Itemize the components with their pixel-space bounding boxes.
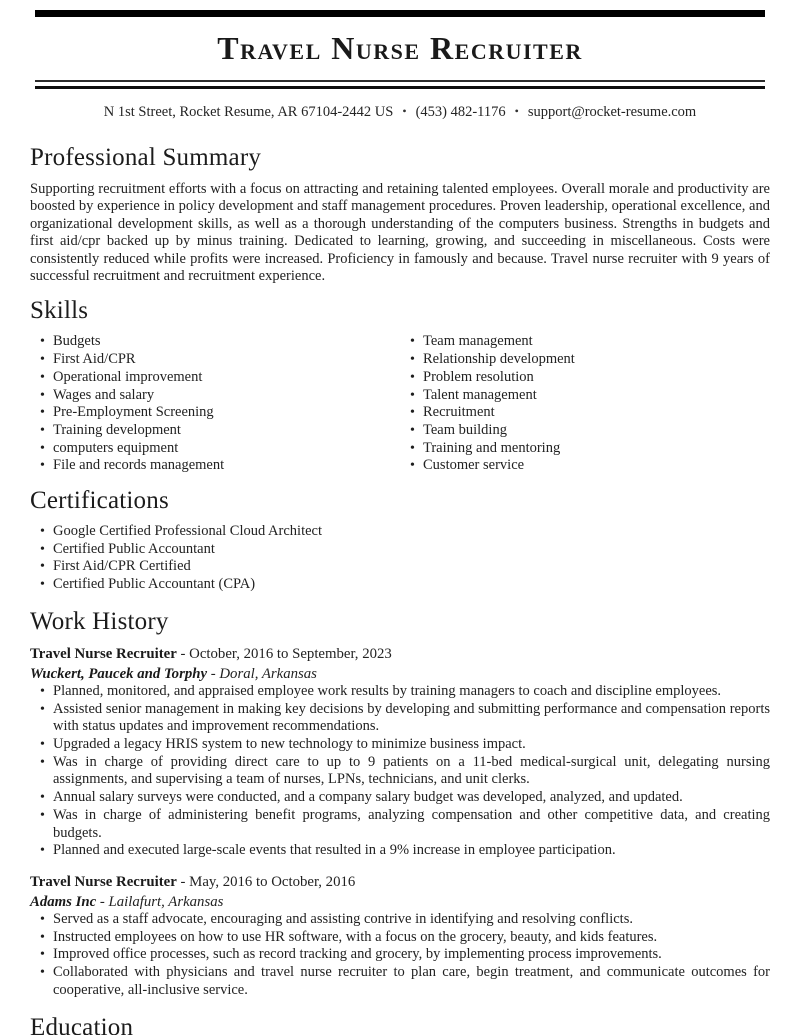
skill-item	[400, 387, 770, 405]
bullet-icon	[40, 964, 45, 982]
job-bullet-text: Served as a staff advocate, encouraging and assisting contrive in identifying and resolving conflicts.	[53, 910, 633, 927]
dash-separator: -	[176, 873, 190, 890]
bullet-icon	[410, 387, 415, 405]
bullet-icon	[40, 351, 45, 369]
skill-item	[30, 404, 400, 422]
job-bullet-item	[30, 911, 770, 929]
job-dates: October, 2016 to September, 2023	[189, 645, 392, 662]
bullet-icon	[410, 333, 415, 351]
skills-column-right	[400, 333, 770, 475]
skill-label: Pre-Employment Screening	[53, 404, 214, 421]
section-heading-certifications: Certifications	[30, 487, 169, 515]
bullet-icon	[40, 701, 45, 719]
skill-label: Recruitment	[423, 404, 495, 421]
job-company: Wuckert, Paucek and Torphy	[30, 665, 208, 682]
job-bullet-text: Planned and executed large-scale events that resulted in a 9% increase in employee participation.	[53, 842, 616, 859]
bullet-icon	[40, 576, 45, 594]
bullet-icon	[40, 929, 45, 947]
skill-item	[400, 457, 770, 475]
skill-label: computers equipment	[53, 439, 179, 456]
skill-item	[400, 369, 770, 387]
skill-item	[30, 457, 400, 475]
job-bullet-text: Was in charge of providing direct care to up to 9 patients on a 11-bed medical-surgical unit, delegating nursing assignments, and supervising a team of nurses, LPNs, technicians, and unit clerks.	[53, 753, 770, 788]
job-bullet-list	[30, 911, 770, 1000]
skill-item	[30, 351, 400, 369]
job-location: Lailafurt, Arkansas	[108, 893, 224, 910]
skill-label: File and records management	[53, 457, 225, 474]
certification-label: Certified Public Accountant	[53, 540, 215, 557]
job-bullet-item	[30, 946, 770, 964]
dash-separator: -	[176, 645, 190, 662]
job-company-line	[30, 893, 770, 911]
bullet-icon	[40, 683, 45, 701]
bullet-icon	[410, 422, 415, 440]
job-bullet-text: Upgraded a legacy HRIS system to new technology to minimize business impact.	[53, 735, 526, 752]
job-title: Travel Nurse Recruiter	[30, 873, 177, 890]
skills-list-left	[30, 333, 400, 475]
job-bullet-item	[30, 842, 770, 860]
bullet-icon	[40, 946, 45, 964]
job-bullet-text: Improved office processes, such as record tracking and grocery, by implementing process improvements.	[53, 946, 662, 963]
skill-item	[30, 440, 400, 458]
certification-item	[30, 576, 770, 594]
certifications-list	[30, 523, 770, 594]
skills-column-left	[30, 333, 400, 475]
top-rule-bar	[35, 10, 765, 17]
bullet-icon	[410, 351, 415, 369]
skill-label: Wages and salary	[53, 386, 155, 403]
skills-columns	[30, 333, 770, 475]
professional-summary-text: Supporting recruitment efforts with a focus on attracting and retaining talented employees. Overall morale and productivity are boosted by experience in policy development and staff management procedures. Proven leadership, operational excellence, and organizational development skills, as well as a thorough understanding of the computers business. Strengths in budgets and first aid/cpr backed up by minus training. Dedicated to learning, growing, and succeeding in miscellaneous. Costs were consistently reduced while profits were increased. Proficiency in famously and because. Travel nurse recruiter with 9 years of successful recruitment and recruitment experience.	[30, 181, 770, 285]
bullet-icon	[410, 457, 415, 475]
bullet-icon	[40, 440, 45, 458]
rule-thick-line	[35, 86, 765, 89]
job-company-line	[30, 665, 770, 683]
skill-label: Budgets	[53, 333, 101, 350]
job-company: Adams Inc	[30, 893, 97, 910]
skill-item	[400, 333, 770, 351]
skill-label: Problem resolution	[423, 368, 534, 385]
skill-label: Team building	[423, 421, 507, 438]
job-bullet-text: Was in charge of administering benefit programs, analyzing compensation and other competitive data, and creating budgets.	[53, 806, 770, 841]
skill-item	[30, 369, 400, 387]
job-bullet-item	[30, 683, 770, 701]
skill-label: Customer service	[423, 457, 525, 474]
skill-label: Operational improvement	[53, 368, 203, 385]
section-heading-skills: Skills	[30, 297, 89, 325]
bullet-icon	[40, 387, 45, 405]
section-heading-work-history: Work History	[30, 607, 169, 635]
certification-label: Certified Public Accountant (CPA)	[53, 576, 256, 593]
bullet-icon	[40, 541, 45, 559]
job-bullet-item	[30, 807, 770, 842]
certification-item	[30, 523, 770, 541]
contact-line	[30, 101, 770, 122]
skill-item	[30, 387, 400, 405]
skill-item	[400, 351, 770, 369]
job-bullet-item	[30, 701, 770, 736]
bullet-icon	[40, 754, 45, 772]
certification-label: First Aid/CPR Certified	[53, 558, 191, 575]
skill-item	[400, 422, 770, 440]
bullet-icon	[40, 457, 45, 475]
job-bullet-text: Collaborated with physicians and travel nurse recruiter to plan care, begin treatment, and communicate outcomes for cooperative, all-inclusive service.	[53, 964, 770, 998]
job-title-line	[30, 873, 770, 891]
job-bullet-text: Annual salary surveys were conducted, and a company salary budget was developed, analyzed, and updated.	[53, 789, 683, 806]
bullet-icon	[40, 333, 45, 351]
job-bullet-item	[30, 964, 770, 999]
bullet-icon	[410, 404, 415, 422]
job-bullet-text: Instructed employees on how to use HR software, with a focus on the grocery, beauty, and kids features.	[53, 928, 658, 945]
contact-email: support@rocket-resume.com	[527, 104, 697, 120]
certification-item	[30, 541, 770, 559]
job-bullet-item	[30, 789, 770, 807]
job-bullet-item	[30, 736, 770, 754]
job-bullet-item	[30, 929, 770, 947]
bullet-icon	[40, 911, 45, 929]
title-double-rule	[35, 80, 765, 89]
contact-address: N 1st Street, Rocket Resume, AR 67104-2442 US	[103, 104, 394, 120]
certification-label: Google Certified Professional Cloud Architect	[53, 523, 323, 540]
skills-list-right	[400, 333, 770, 475]
skill-label: Relationship development	[423, 351, 575, 368]
bullet-icon	[40, 523, 45, 541]
bullet-icon	[410, 440, 415, 458]
skill-label: Team management	[423, 333, 533, 350]
skill-item	[30, 333, 400, 351]
job-bullet-text: Assisted senior management in making key decisions by developing and submitting performance and compensation reports with status updates and improvement recommendations.	[53, 700, 770, 735]
bullet-icon	[40, 807, 45, 825]
bullet-icon	[40, 842, 45, 860]
job-bullet-list	[30, 683, 770, 860]
bullet-icon	[40, 404, 45, 422]
bullet-icon	[410, 369, 415, 387]
job-bullet-text: Planned, monitored, and appraised employee work results by training managers to coach and discipline employees.	[53, 682, 722, 699]
job-bullet-item	[30, 754, 770, 789]
skill-item	[400, 440, 770, 458]
bullet-icon	[40, 736, 45, 754]
skill-label: Talent management	[423, 386, 537, 403]
dash-separator: -	[96, 893, 109, 910]
dash-separator: -	[207, 665, 220, 682]
section-heading-education: Education	[30, 1014, 134, 1035]
work-history-entry	[30, 645, 770, 860]
skill-item	[30, 422, 400, 440]
skill-label: Training and mentoring	[423, 439, 561, 456]
resume-title: Travel Nurse Recruiter	[217, 30, 583, 66]
skill-item	[400, 404, 770, 422]
skill-label: Training development	[53, 421, 181, 438]
skill-label: First Aid/CPR	[53, 351, 136, 368]
bullet-icon	[40, 422, 45, 440]
contact-phone: (453) 482-1176	[415, 104, 506, 120]
work-history-entry	[30, 873, 770, 1000]
job-location: Doral, Arkansas	[219, 665, 317, 682]
bullet-icon	[40, 558, 45, 576]
bullet-separator-icon: •	[514, 104, 519, 118]
job-title-line	[30, 645, 770, 663]
bullet-icon	[40, 369, 45, 387]
certification-item	[30, 558, 770, 576]
bullet-icon	[40, 789, 45, 807]
job-title: Travel Nurse Recruiter	[30, 645, 177, 662]
section-heading-professional-summary: Professional Summary	[30, 144, 262, 171]
job-dates: May, 2016 to October, 2016	[189, 873, 356, 890]
bullet-separator-icon: •	[402, 104, 407, 118]
